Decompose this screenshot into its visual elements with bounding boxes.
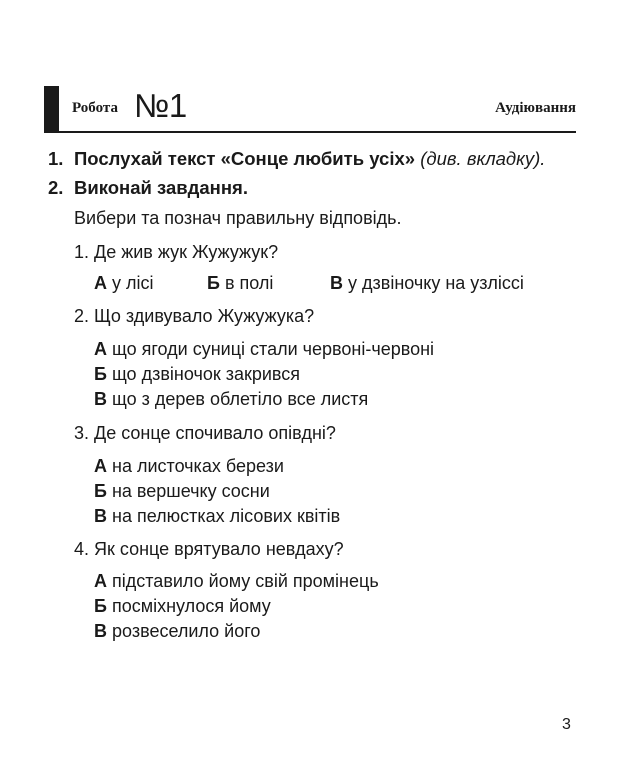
option-letter: Б (94, 481, 107, 501)
option-letter: Б (94, 364, 107, 384)
option-letter: А (94, 339, 107, 359)
q4-option-a[interactable] (94, 570, 379, 592)
option-letter: А (94, 273, 107, 293)
header-divider (59, 131, 576, 133)
q1-option-a[interactable] (94, 272, 154, 294)
header-label: Робота (72, 100, 118, 116)
option-text: на листочках берези (112, 456, 284, 476)
worksheet-header (44, 86, 576, 134)
q2-option-b[interactable] (94, 363, 300, 385)
q1-option-c[interactable] (330, 272, 524, 294)
option-text: що ягоди суниці стали червоні-червоні (112, 339, 435, 359)
option-text: посміхнулося йому (111, 596, 271, 616)
header-accent-bar (44, 86, 59, 133)
option-letter: В (94, 621, 107, 641)
option-text: у дзвіночку на узліссі (348, 273, 524, 293)
option-letter: В (94, 506, 107, 526)
option-letter: А (94, 571, 107, 591)
q3-option-b[interactable] (94, 480, 270, 502)
option-letter: В (330, 273, 343, 293)
question-4: 4. Як сонце врятувало невдаху? (74, 539, 344, 559)
q1-option-b[interactable] (207, 272, 273, 294)
option-text: що з дерев облетіло все листя (112, 389, 369, 409)
option-text: у лісі (112, 273, 154, 293)
task-2-number: 2. (48, 177, 64, 198)
option-letter: Б (207, 273, 220, 293)
q4-option-c[interactable] (94, 620, 260, 642)
option-text: на вершечку сосни (111, 481, 270, 501)
q4-option-b[interactable] (94, 595, 271, 617)
q2-option-c[interactable] (94, 388, 368, 410)
task-1-number: 1. (48, 148, 64, 169)
task-1 (48, 148, 545, 170)
q3-option-c[interactable] (94, 505, 340, 527)
page-number: 3 (562, 716, 571, 733)
option-letter: В (94, 389, 107, 409)
section-title: Аудіювання (495, 100, 576, 116)
q3-option-a[interactable] (94, 455, 284, 477)
task-2 (48, 177, 248, 199)
question-1: 1. Де жив жук Жужужук? (74, 242, 279, 262)
task-1-note: (див. вкладку). (415, 148, 546, 169)
option-text: на пелюстках лісових квітів (112, 506, 341, 526)
task-2-text: Виконай завдання. (74, 177, 248, 198)
task-1-text: Послухай текст «Сонце любить усіх» (74, 148, 416, 169)
option-text: що дзвіночок закрився (111, 364, 301, 384)
work-number: №1 (134, 87, 187, 124)
option-text: розвеселило його (112, 621, 261, 641)
option-letter: Б (94, 596, 107, 616)
question-3: 3. Де сонце спочивало опівдні? (74, 423, 336, 443)
option-text: в полі (224, 273, 274, 293)
instruction: Вибери та познач правильну відповідь. (74, 208, 402, 228)
question-2: 2. Що здивувало Жужужука? (74, 306, 315, 326)
q2-option-a[interactable] (94, 338, 434, 360)
option-text: підставило йому свій промінець (112, 571, 379, 591)
option-letter: А (94, 456, 107, 476)
